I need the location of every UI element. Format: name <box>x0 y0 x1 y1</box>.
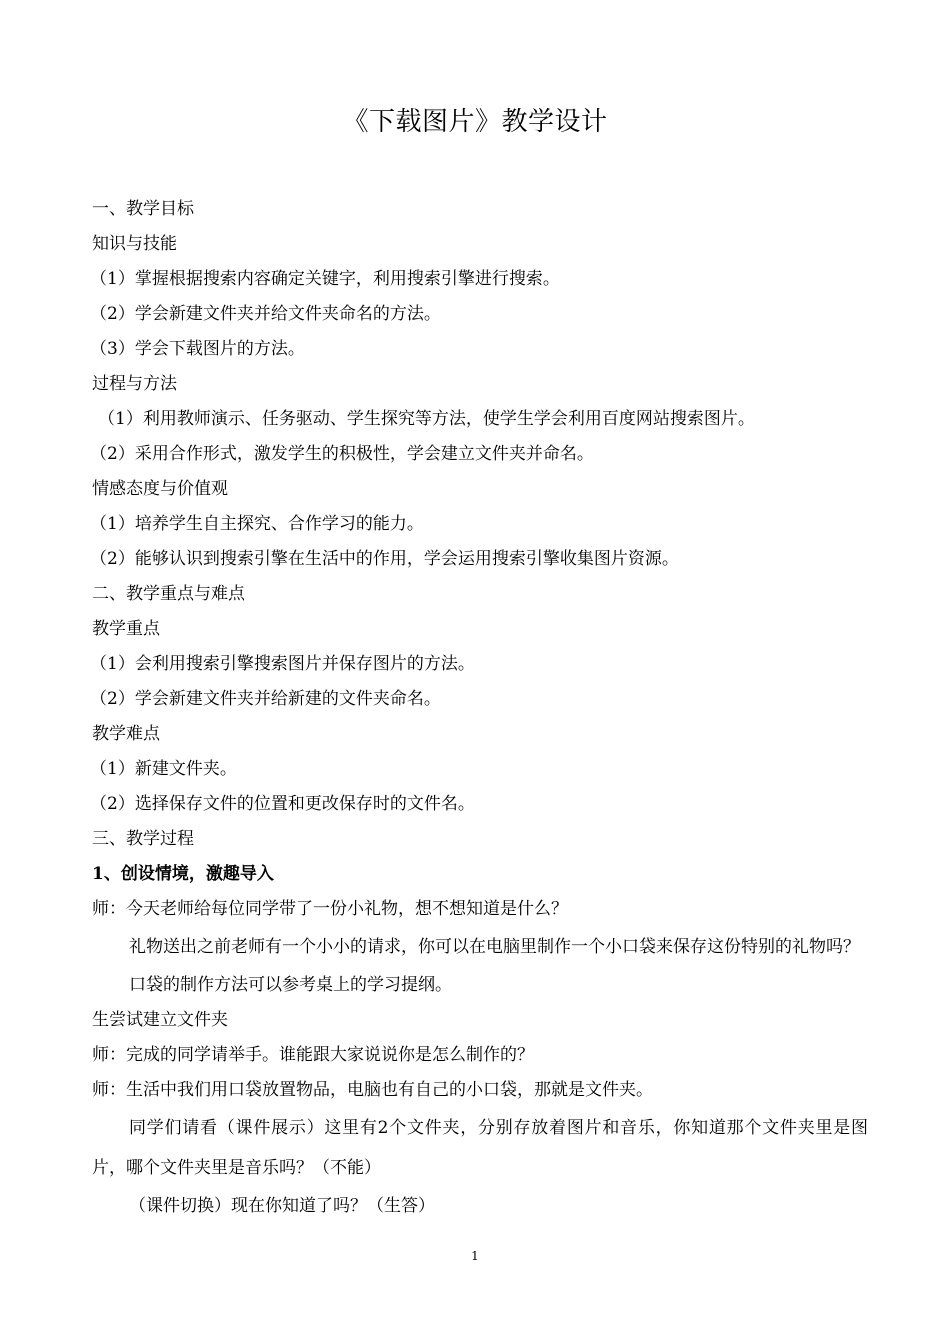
list-item: （2）能够认识到搜索引擎在生活中的作用，学会运用搜索引擎收集图片资源。 <box>90 549 679 569</box>
document-body <box>92 192 868 1224</box>
dialogue-line: 师：生活中我们用口袋放置物品，电脑也有自己的小口袋，那就是文件夹。 <box>92 1080 653 1100</box>
subheading-difficulties: 教学难点 <box>92 724 160 744</box>
paragraph: 礼物送出之前老师有一个小小的请求，你可以在电脑里制作一个小口袋来保存这份特别的礼物吗？ <box>129 937 860 957</box>
list-item: （1）利用教师演示、任务驱动、学生探究等方法，使学生学会利用百度网站搜索图片。 <box>98 409 755 429</box>
page-number: 1 <box>471 1249 479 1263</box>
subheading-attitude-values: 情感态度与价值观 <box>92 479 228 499</box>
list-item: （1）培养学生自主探究、合作学习的能力。 <box>90 514 424 534</box>
subheading-knowledge-skills: 知识与技能 <box>92 234 177 254</box>
list-item: （1）新建文件夹。 <box>90 759 237 779</box>
list-item: （1）会利用搜索引擎搜索图片并保存图片的方法。 <box>90 654 475 674</box>
list-item: （2）学会新建文件夹并给文件夹命名的方法。 <box>90 304 441 324</box>
subheading-process-method: 过程与方法 <box>92 374 177 394</box>
list-item: （1）掌握根据搜索内容确定关键字，利用搜索引擎进行搜索。 <box>90 269 560 289</box>
dialogue-line: 师：完成的同学请举手。谁能跟大家说说你是怎么制作的？ <box>92 1045 534 1065</box>
step-heading: 1、创设情境，激趣导入 <box>92 864 274 884</box>
paragraph: 同学们请看（课件展示）这里有2个文件夹，分别存放着图片和音乐，你知道那个文件夹里是图片，哪个文件夹里是音乐吗？（不能） <box>92 1118 868 1178</box>
paragraph: （课件切换）现在你知道了吗？（生答） <box>129 1196 435 1216</box>
list-item: （2）采用合作形式，激发学生的积极性，学会建立文件夹并命名。 <box>90 444 594 464</box>
paragraph: 口袋的制作方法可以参考桌上的学习提纲。 <box>129 975 452 995</box>
section-heading-process: 三、教学过程 <box>92 829 194 849</box>
list-item: （2）选择保存文件的位置和更改保存时的文件名。 <box>90 794 475 814</box>
subheading-key-points: 教学重点 <box>92 619 160 639</box>
list-item: （3）学会下载图片的方法。 <box>90 339 305 359</box>
document-title: 《下载图片》教学设计 <box>342 107 608 137</box>
dialogue-line: 师：今天老师给每位同学带了一份小礼物，想不想知道是什么？ <box>92 899 568 919</box>
section-heading-objectives: 一、教学目标 <box>92 199 194 219</box>
section-heading-key-points: 二、教学重点与难点 <box>92 584 245 604</box>
list-item: （2）学会新建文件夹并给新建的文件夹命名。 <box>90 689 441 709</box>
dialogue-line: 生尝试建立文件夹 <box>92 1010 228 1030</box>
